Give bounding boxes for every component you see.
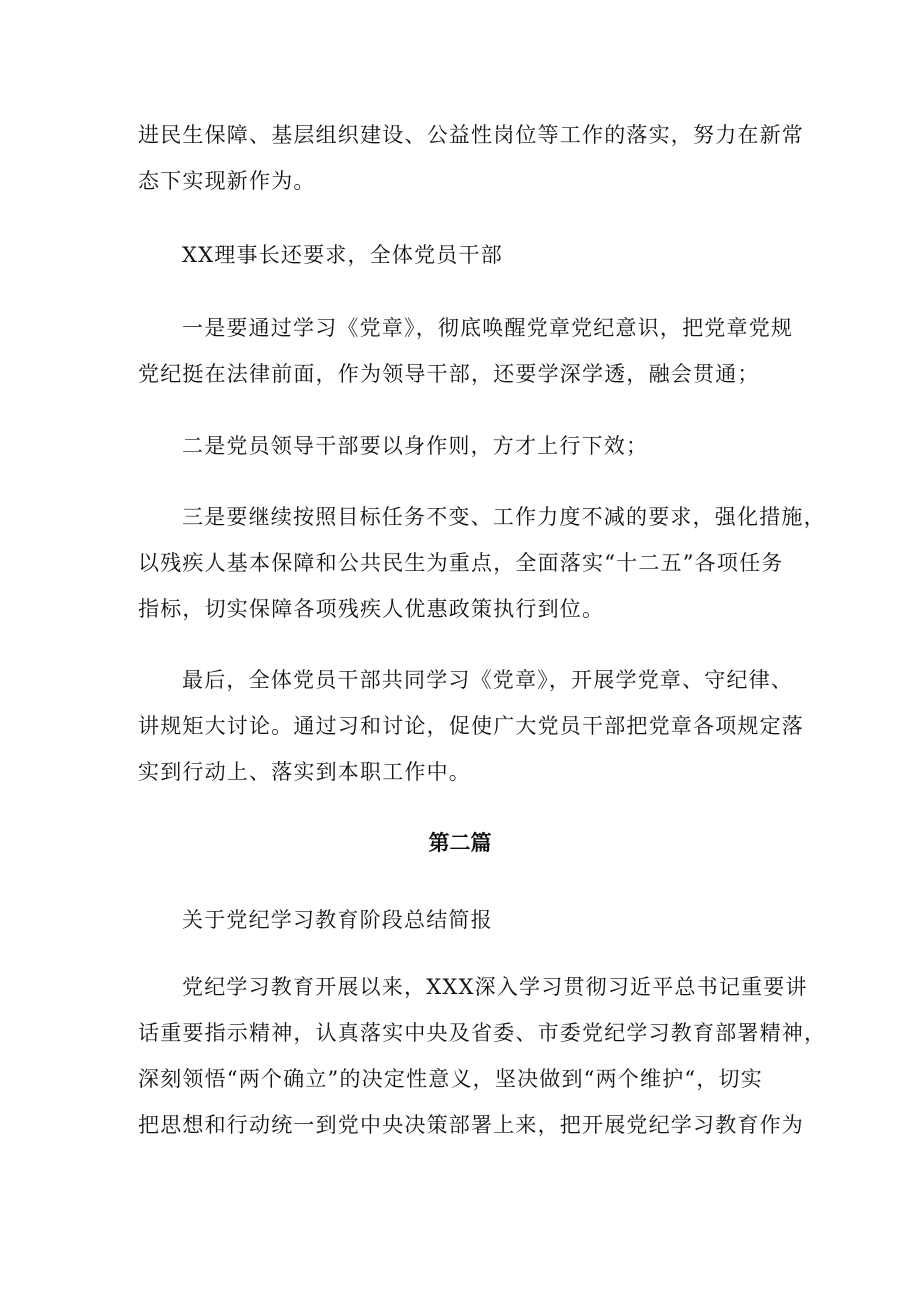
text-line: 关于党纪学习教育阶段总结简报: [182, 908, 493, 932]
text-line: 三是要继续按照目标任务不变、工作力度不减的要求，强化措施，: [182, 505, 826, 529]
text-line: 党纪挺在法律前面，作为领导干部，还要学深学透，融会贯通；: [138, 362, 760, 386]
text-line: 讲规矩大讨论。通过习和讨论，促使广大党员干部把党章各项规定落: [138, 714, 804, 738]
section-heading: 第二篇: [428, 830, 492, 855]
text-line: 把思想和行动统一到党中央决策部署上来，把开展党纪学习教育作为: [138, 1113, 804, 1137]
paragraph-point-three: [138, 494, 826, 632]
text-line: XX理事长还要求，全体党员干部: [182, 243, 503, 267]
text-line: 话重要指示精神，认真落实中央及省委、市委党纪学习教育部署精神，: [138, 1021, 827, 1045]
paragraph-conclusion: [138, 657, 804, 795]
paragraph-point-two: [138, 423, 788, 469]
text-line: 态下实现新作为。: [138, 169, 316, 193]
text-line: 党纪学习教育开展以来，XXX深入学习贯彻习近平总书记重要讲: [182, 975, 808, 999]
text-line: 以残疾人基本保障和公共民生为重点，全面落实“十二五”各项任务: [138, 551, 784, 575]
text-line: 进民生保障、基层组织建设、公益性岗位等工作的落实，努力在新常: [138, 123, 804, 147]
paragraph-point-one: [138, 305, 794, 397]
paragraph-report-title: [138, 897, 788, 943]
text-line: 指标，切实保障各项残疾人优惠政策执行到位。: [138, 597, 605, 621]
text-line: 二是党员领导干部要以身作则，方才上行下效；: [182, 434, 649, 458]
text-line: 一是要通过学习《党章》，彻底唤醒党章党纪意识，把党章党规: [182, 316, 794, 340]
paragraph-requirement-intro: [138, 232, 788, 278]
paragraph-report-body: [138, 964, 827, 1148]
paragraph-continuation: [138, 112, 804, 204]
text-line: 实到行动上、落实到本职工作中。: [138, 760, 471, 784]
text-line: 最后，全体党员干部共同学习《党章》，开展学党章、守纪律、: [182, 668, 794, 692]
text-line: 深刻领悟“两个确立”的决定性意义，坚决做到“两个维护“，切实: [138, 1067, 763, 1091]
